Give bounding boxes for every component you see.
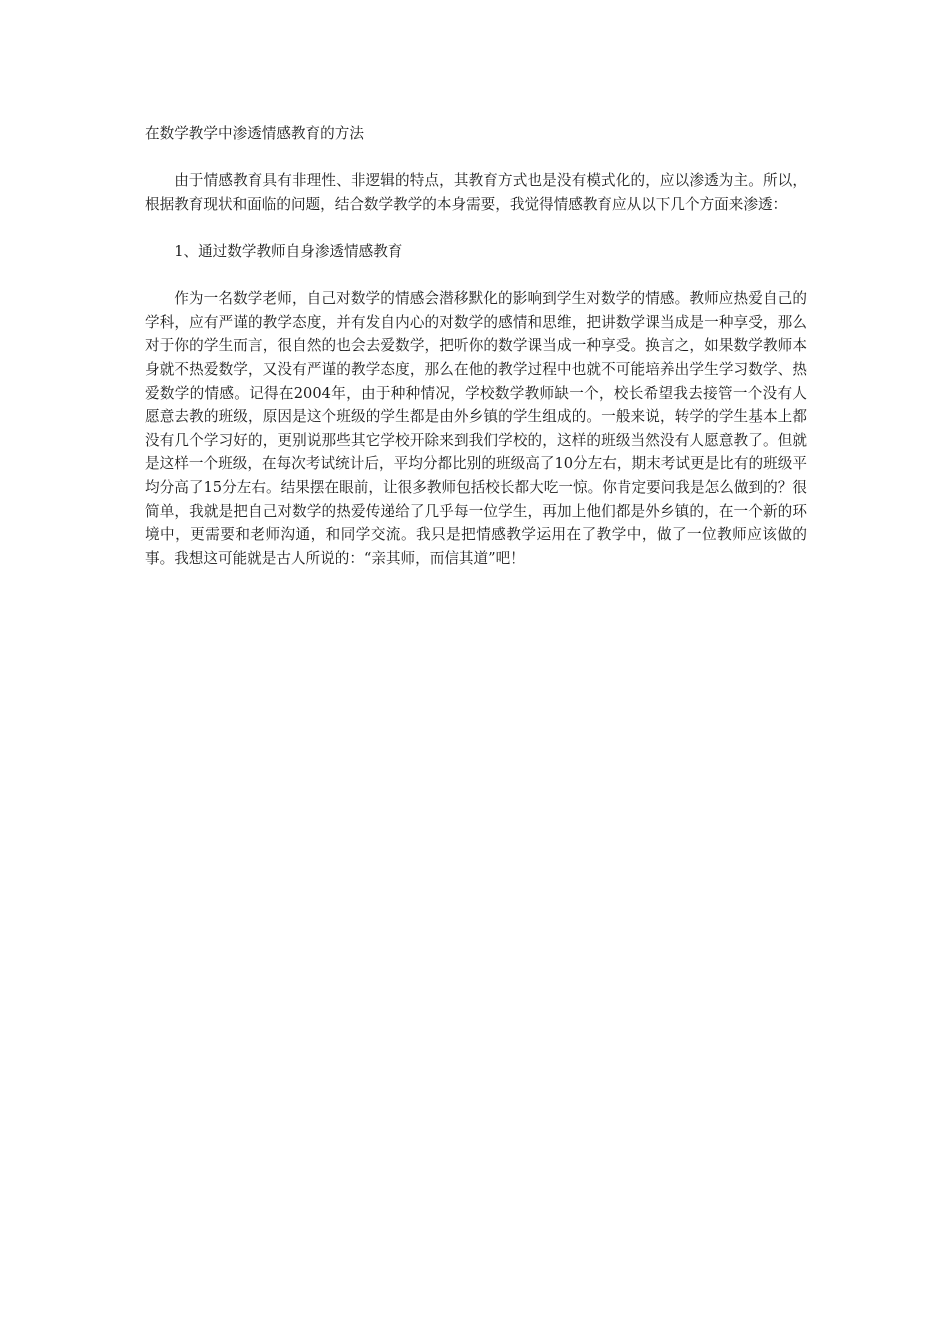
document-page (145, 122, 807, 570)
intro-paragraph: 由于情感教育具有非理性、非逻辑的特点，其教育方式也是没有模式化的，应以渗透为主。所以，根据教育现状和面临的问题，结合数学教学的本身需要，我觉得情感教育应从以下几个方面来渗透： (145, 172, 807, 213)
document-title: 在数学教学中渗透情感教育的方法 (145, 125, 364, 142)
body-paragraph: 作为一名数学老师，自己对数学的情感会潜移默化的影响到学生对数学的情感。教师应热爱自己的学科，应有严谨的教学态度，并有发自内心的对数学的感情和思维，把讲数学课当成是一种享受，那么对于你的学生而言，很自然的也会去爱数学，把听你的数学课当成一种享受。换言之，如果数学教师本身就不热爱数学，又没有严谨的教学态度，那么在他的教学过程中也就不可能培养出学生学习数学、热爱数学的情感。记得在2004年，由于种种情况，学校数学教师缺一个，校长希望我去接管一个没有人愿意去教的班级，原因是这个班级的学生都是由外乡镇的学生组成的。一般来说，转学的学生基本上都没有几个学习好的，更别说那些其它学校开除来到我们学校的，这样的班级当然没有人愿意教了。但就是这样一个班级，在每次考试统计后，平均分都比别的班级高了10分左右，期末考试更是比有的班级平均分高了15分左右。结果摆在眼前，让很多教师包括校长都大吃一惊。你肯定要问我是怎么做到的？很简单，我就是把自己对数学的热爱传递给了几乎每一位学生，再加上他们都是外乡镇的，在一个新的环境中，更需要和老师沟通，和同学交流。我只是把情感教学运用在了教学中，做了一位教师应该做的事。我想这可能就是古人所说的：“亲其师，而信其道”吧！ (145, 290, 807, 567)
section-heading: 1、通过数学教师自身渗透情感教育 (174, 242, 403, 260)
